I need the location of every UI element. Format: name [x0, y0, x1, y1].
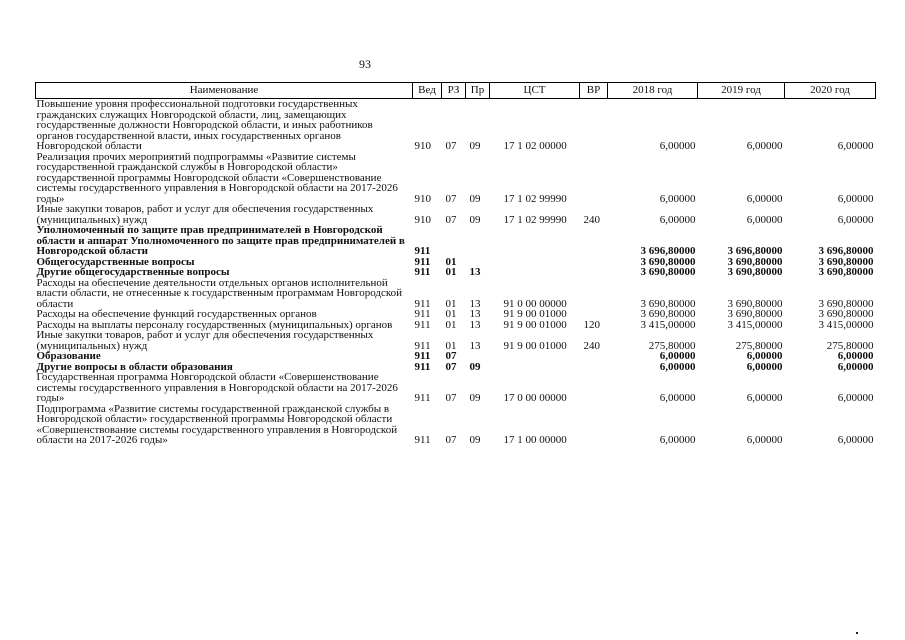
cell-ved: 911	[414, 266, 431, 278]
cell-y2020: 275,80000	[826, 339, 874, 352]
cell-y2018: 3 690,80000	[640, 308, 696, 320]
cell-cst	[490, 362, 580, 373]
table-row	[36, 99, 876, 152]
cell-ved: 911	[414, 392, 431, 404]
table-row	[36, 278, 876, 310]
cell-ved: 911	[414, 308, 431, 320]
cell-y2019: 3 690,80000	[727, 297, 783, 310]
cell-cst	[490, 351, 580, 362]
cell-rz: 07	[445, 192, 457, 205]
cell-vr	[580, 267, 608, 278]
cell-vr	[580, 351, 608, 362]
table-header-row	[36, 83, 876, 99]
cell-cst	[490, 225, 580, 257]
header-pr: Пр	[466, 83, 490, 99]
cell-name: Иные закупки товаров, работ и услуг для обеспечения государственных (муниципальных) нужд	[36, 329, 374, 352]
cell-cst	[490, 257, 580, 268]
cell-pr: 13	[469, 266, 481, 278]
cell-rz: 01	[445, 266, 457, 278]
page-number: 93	[359, 57, 371, 71]
cell-vr	[580, 278, 608, 310]
cell-y2018: 6,00000	[659, 350, 696, 362]
header-2018: 2018 год	[608, 83, 698, 99]
cell-vr	[580, 99, 608, 152]
cell-y2018: 3 690,80000	[640, 255, 696, 268]
cell-name: Государственная программа Новгородской области «Совершенствование системы государственного управления в Новгородской области на 2017-2026 годы»	[36, 371, 398, 404]
header-cst: ЦСТ	[490, 83, 580, 99]
cell-y2019: 6,00000	[746, 392, 783, 404]
cell-cst: 17 1 02 99990	[503, 192, 567, 205]
cell-rz: 01	[445, 255, 457, 268]
cell-vr	[580, 362, 608, 373]
cell-pr: 09	[469, 392, 481, 404]
cell-ved: 911	[414, 350, 431, 362]
cell-y2018: 3 690,80000	[640, 266, 696, 278]
cell-name: Расходы на обеспечение деятельности отдельных органов исполнительной власти области, не отнесенные к государственным программам Новгородской области	[36, 276, 403, 310]
cell-y2018: 275,80000	[648, 339, 696, 352]
cell-cst: 91 0 00 00000	[503, 297, 567, 310]
budget-table	[35, 82, 876, 446]
cell-cst: 17 1 00 00000	[503, 434, 567, 446]
cell-vr: 240	[583, 339, 600, 352]
table-row	[36, 152, 876, 205]
cell-y2018: 3 415,00000	[640, 318, 696, 331]
cell-pr: 13	[469, 297, 481, 310]
cell-y2019: 3 696,80000	[727, 245, 783, 257]
cell-name: Расходы на выплаты персоналу государственных (муниципальных) органов	[36, 318, 393, 331]
cell-vr: 240	[583, 213, 600, 226]
cell-y2020: 6,00000	[837, 213, 874, 226]
cell-y2019: 6,00000	[746, 213, 783, 226]
cell-name: Образование	[36, 350, 101, 362]
cell-y2019: 6,00000	[746, 360, 783, 373]
cell-y2020: 6,00000	[837, 192, 874, 205]
cell-ved: 911	[414, 434, 431, 446]
cell-vr	[580, 225, 608, 257]
cell-y2020: 6,00000	[837, 350, 874, 362]
table-row	[36, 225, 876, 257]
cell-ved: 911	[414, 297, 431, 310]
cell-pr: 09	[469, 213, 481, 226]
cell-ved: 910	[414, 192, 431, 205]
cell-cst: 17 1 02 99990	[503, 213, 567, 226]
cell-name: Уполномоченный по защите прав предпринимателей в Новгородской области и аппарат Уполномоченного по защите прав предпринимателей в Новгородской области	[36, 224, 405, 257]
cell-y2019: 3 690,80000	[727, 308, 783, 320]
cell-pr	[466, 351, 490, 362]
cell-name: Подпрограмма «Развитие системы государственной гражданской службы в Новгородской области» государственной программы Новгородской области «Совершенствование системы государственного управления в Новгородской области на 2017-2026 годы»	[36, 402, 398, 446]
cell-cst	[490, 267, 580, 278]
cell-y2020: 6,00000	[837, 140, 874, 152]
cell-vr	[580, 257, 608, 268]
cell-pr: 09	[469, 434, 481, 446]
cell-y2020: 3 696,80000	[818, 245, 874, 257]
cell-y2020: 6,00000	[837, 392, 874, 404]
header-2020: 2020 год	[785, 83, 876, 99]
cell-y2018: 3 696,80000	[640, 245, 696, 257]
cell-name: Другие общегосударственные вопросы	[36, 266, 230, 278]
cell-vr: 120	[583, 318, 600, 331]
table-row	[36, 404, 876, 446]
cell-pr: 09	[469, 360, 481, 373]
cell-rz: 07	[445, 213, 457, 226]
cell-rz: 07	[445, 392, 457, 404]
cell-y2020: 3 415,00000	[818, 318, 874, 331]
cell-rz	[442, 225, 466, 257]
cell-y2018: 6,00000	[659, 434, 696, 446]
cell-y2019: 6,00000	[746, 434, 783, 446]
cell-pr	[466, 225, 490, 257]
cell-rz: 01	[445, 318, 457, 331]
cell-name: Реализация прочих мероприятий подпрограммы «Развитие системы государственной гражданской службы в Новгородской области» государственной программы Новгородской области «Совершенствование системы государственного управления в Новгородской области на 2017-2026 годы»	[36, 150, 398, 205]
cell-ved: 911	[414, 255, 431, 268]
cell-y2018: 6,00000	[659, 360, 696, 373]
table-row	[36, 372, 876, 404]
cell-vr	[580, 152, 608, 205]
cell-ved: 911	[414, 318, 431, 331]
cell-y2018: 6,00000	[659, 140, 696, 152]
cell-ved: 911	[414, 339, 431, 352]
cell-name: Расходы на обеспечение функций государственных органов	[36, 308, 317, 320]
cell-rz: 01	[445, 308, 457, 320]
cell-ved: 910	[414, 140, 431, 152]
cell-y2019: 6,00000	[746, 140, 783, 152]
cell-name: Общегосударственные вопросы	[36, 255, 195, 268]
cell-rz: 07	[445, 360, 457, 373]
cell-rz: 01	[445, 339, 457, 352]
cell-y2020: 3 690,80000	[818, 297, 874, 310]
table-row	[36, 351, 876, 362]
header-2019: 2019 год	[698, 83, 785, 99]
cell-name: Иные закупки товаров, работ и услуг для обеспечения государственных (муниципальных) нужд	[36, 203, 374, 226]
cell-y2019: 3 690,80000	[727, 266, 783, 278]
cell-rz: 07	[445, 140, 457, 152]
table-row	[36, 330, 876, 351]
cell-y2018: 3 690,80000	[640, 297, 696, 310]
cell-ved: 911	[414, 245, 431, 257]
cell-y2020: 3 690,80000	[818, 255, 874, 268]
cell-y2019: 3 415,00000	[727, 318, 783, 331]
cell-name: Другие вопросы в области образования	[36, 360, 233, 373]
cell-rz: 07	[445, 434, 457, 446]
cell-y2018: 6,00000	[659, 213, 696, 226]
cell-cst: 91 9 00 01000	[503, 339, 567, 352]
table-row	[36, 204, 876, 225]
cell-pr: 13	[469, 308, 481, 320]
cell-y2019: 3 690,80000	[727, 255, 783, 268]
cell-y2019: 6,00000	[746, 350, 783, 362]
table-row	[36, 309, 876, 320]
scan-speck	[856, 632, 858, 634]
cell-ved: 911	[414, 360, 431, 373]
cell-cst: 17 1 02 00000	[503, 140, 567, 152]
header-ved: Вед	[413, 83, 442, 99]
header-rz: РЗ	[442, 83, 466, 99]
cell-y2020: 3 690,80000	[818, 308, 874, 320]
cell-ved: 910	[414, 213, 431, 226]
cell-rz: 01	[445, 297, 457, 310]
header-vr: ВР	[580, 83, 608, 99]
cell-cst: 91 9 00 01000	[503, 318, 567, 331]
cell-pr: 13	[469, 339, 481, 352]
cell-y2020: 6,00000	[837, 434, 874, 446]
cell-y2020: 6,00000	[837, 360, 874, 373]
cell-y2020: 3 690,80000	[818, 266, 874, 278]
cell-cst: 17 0 00 00000	[503, 392, 567, 404]
cell-pr: 09	[469, 140, 481, 152]
cell-y2018: 6,00000	[659, 192, 696, 205]
cell-y2019: 6,00000	[746, 192, 783, 205]
cell-vr	[580, 404, 608, 446]
table-row	[36, 267, 876, 278]
cell-rz: 07	[445, 350, 457, 362]
cell-y2019: 275,80000	[735, 339, 783, 352]
cell-pr: 09	[469, 192, 481, 205]
cell-vr	[580, 372, 608, 404]
cell-name: Повышение уровня профессиональной подготовки государственных гражданских служащих Новгородской области, лиц, замещающих государственные должности Новгородской области, и иных работников органов государственной власти, иных государственных органов Новгородской области	[36, 98, 373, 152]
cell-pr: 13	[469, 318, 481, 331]
cell-vr	[580, 309, 608, 320]
cell-cst: 91 9 00 01000	[503, 308, 567, 320]
cell-y2018: 6,00000	[659, 392, 696, 404]
header-name: Наименование	[36, 83, 413, 99]
